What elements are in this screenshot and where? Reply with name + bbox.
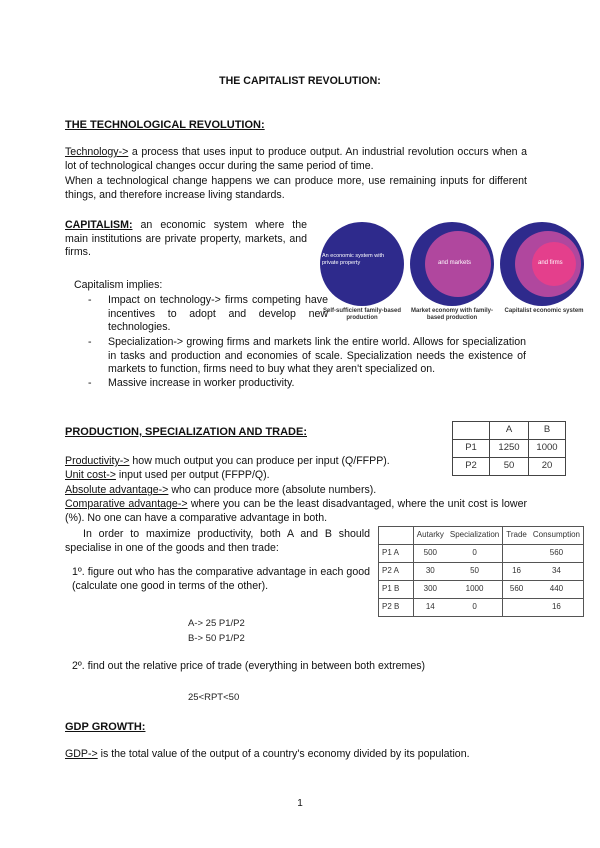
trade-table-cell: 440 [530,581,584,599]
trade-table-cell: 16 [530,599,584,617]
ab-table-cell: 50 [490,458,529,476]
circle2-label: and markets [438,260,472,266]
section-heading-gdp: GDP GROWTH: [65,721,146,733]
implies-item-specialization-text: - Specialization-> growing firms and markets link the entire world. Allows for specialization in tasks and production and economies of scale. Specialization needs the existence of markets to function, firms need to buy what they aren't specialized on. [108,336,526,376]
comparative-advantage-paragraph [65,498,527,525]
trade-table-cell: 560 [530,545,584,563]
trade-table-header [379,527,584,545]
capitalism-definition: an economic system where the main institutions are private property, markets, and firms. [65,219,307,259]
ab-table-cell: P1 [453,440,490,458]
ab-table [452,421,566,476]
absolute-advantage-definition: who can produce more (absolute numbers). [168,484,377,496]
absolute-advantage-line [65,484,376,498]
trade-table-cell: 300 [413,581,447,599]
unit-cost-term: Unit cost-> [65,469,116,481]
trade-table-cell: 14 [413,599,447,617]
formula-b: B-> 50 P1/P2 [188,633,245,644]
ab-table-cell: 1250 [490,440,529,458]
productivity-term: Productivity-> [65,455,130,467]
ab-table-cell: 20 [529,458,566,476]
trade-table-cell [503,545,530,563]
capitalism-implies-list-continued [88,336,526,390]
trade-table-row [379,599,584,617]
technology-term: Technology-> [65,146,129,158]
caption-self-sufficient: Self-sufficient family-based production [322,308,402,322]
ab-table-header-b: B [529,422,566,440]
technology-change-paragraph: When a technological change happens we can produce more, use remaining inputs for different things, and therefore increase living standards. [65,175,527,201]
trade-table-cell: 34 [530,563,584,581]
maximize-paragraph: In order to maximize productivity, both A and B should specialise in one of the goods and then trade: [65,528,370,554]
ab-table-row [453,440,566,458]
trade-table-cell: 500 [413,545,447,563]
trade-table-cell: P1 A [379,545,414,563]
ab-table-cell: P2 [453,458,490,476]
comparative-advantage-term: Comparative advantage-> [65,498,188,510]
page-number: 1 [297,798,303,809]
capitalism-paragraph [65,219,307,260]
caption-market-economy: Market economy with family-based production [410,308,494,322]
circle1-label: An economic system with private property [322,253,385,266]
ab-table-row [453,458,566,476]
ab-table-header-a: A [490,422,529,440]
unit-cost-line [65,469,270,483]
trade-table-corner [379,527,414,545]
section-heading-technology: THE TECHNOLOGICAL REVOLUTION: [65,119,265,131]
trade-table-cell: 50 [447,563,503,581]
trade-table-cell: 30 [413,563,447,581]
absolute-advantage-term: Absolute advantage-> [65,484,169,496]
trade-table-cell: 0 [447,599,503,617]
trade-table-row [379,563,584,581]
implies-item-productivity: - Massive increase in worker productivity. [88,377,526,391]
technology-definition: a process that uses input to produce output. An industrial revolution occurs when a lot of technological changes occur during the same period of time. [65,146,527,172]
ab-table-corner [453,422,490,440]
circle3-label: and firms [538,260,563,266]
productivity-definition: how much output you can produce per input (Q/FFPP). [129,455,390,467]
trade-table-row [379,545,584,563]
trade-table-header-specialization: Specialization [447,527,503,545]
trade-table-cell: P2 A [379,563,414,581]
ab-table-cell: 1000 [529,440,566,458]
trade-table-row [379,581,584,599]
trade-table-header-trade: Trade [503,527,530,545]
implies-item-technology: - Impact on technology-> firms competing have incentives to adopt and develop new technologies. [88,294,328,335]
capitalism-implies: Capitalism implies: [74,279,163,291]
trade-table-header-consumption: Consumption [530,527,584,545]
comparative-advantage-definition: where you can be the least disadvantaged, where the unit cost is lower (%). No one can have a comparative advantage in both. [65,498,527,524]
gdp-paragraph [65,748,470,762]
trade-table-cell: P2 B [379,599,414,617]
capitalism-diagram [318,222,590,334]
step-1-paragraph: 1º. figure out who has the comparative advantage in each good (calculate one good in terms of the other). [72,566,370,592]
unit-cost-definition: input used per output (FFPP/Q). [115,469,270,481]
caption-capitalist-system: Capitalist economic system [504,308,584,314]
ab-table-header [453,422,566,440]
capitalism-term: CAPITALISM: [65,219,133,231]
formula-rpt: 25<RPT<50 [188,692,240,703]
capitalism-implies-list [88,294,328,335]
trade-table-header-autarky: Autarky [413,527,447,545]
gdp-term: GDP-> [65,748,98,760]
page-title: THE CAPITALIST REVOLUTION: [219,75,381,87]
trade-table-cell: 560 [503,581,530,599]
step-2-paragraph: 2º. find out the relative price of trade (everything in between both extremes) [72,660,426,672]
trade-table-cell: P1 B [379,581,414,599]
trade-table-cell: 1000 [447,581,503,599]
technology-paragraph [65,146,527,173]
gdp-definition: is the total value of the output of a country's economy divided by its population. [97,748,470,760]
trade-table-cell: 0 [447,545,503,563]
section-heading-production: PRODUCTION, SPECIALIZATION AND TRADE: [65,426,307,438]
trade-table [378,526,584,617]
formula-a: A-> 25 P1/P2 [188,618,245,629]
productivity-line [65,455,390,469]
trade-table-cell: 16 [503,563,530,581]
implies-item-specialization [88,336,526,377]
trade-table-cell [503,599,530,617]
